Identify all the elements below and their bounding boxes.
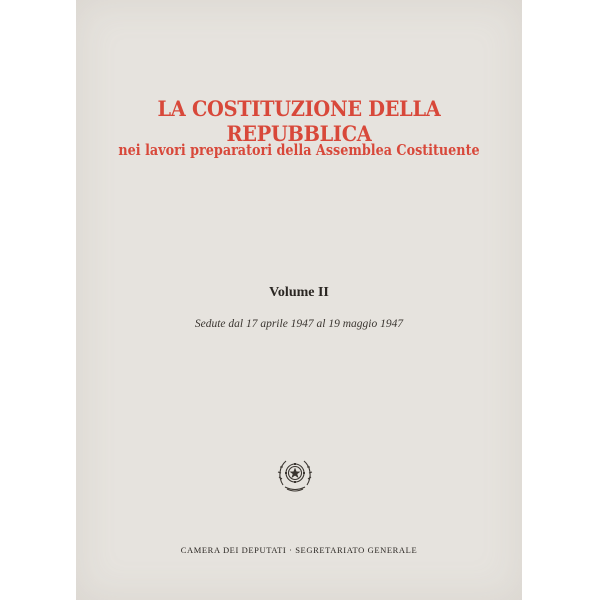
book-subtitle: nei lavori preparatori della Assemblea Costituente — [118, 142, 480, 159]
book-cover — [76, 0, 522, 600]
volume-label: Volume II — [269, 285, 329, 300]
publisher-line: CAMERA DEI DEPUTATI · SEGRETARIATO GENERALE — [180, 545, 418, 555]
session-dates: Sedute dal 17 aprile 1947 al 19 maggio 1947 — [194, 318, 404, 330]
book-title: LA COSTITUZIONE DELLA REPUBBLICA — [157, 96, 441, 146]
italian-republic-emblem-icon — [277, 455, 313, 493]
